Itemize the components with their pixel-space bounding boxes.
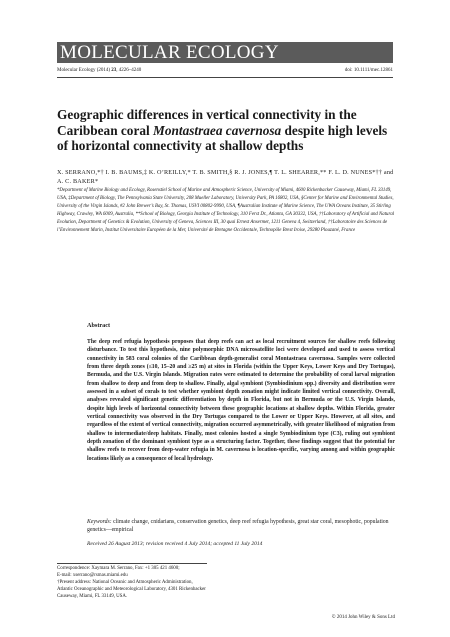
correspondence-line: Correspondence: Xaymara M. Serrano, Fax: +1 305 421 4600; [57,566,180,571]
article-title [57,107,397,154]
header-rule [57,77,393,78]
journal-name-banner: MOLECULAR ECOLOGY [57,42,393,63]
email-line: E-mail: xserrano@rsmas.miami.edu [57,572,128,578]
copyright-notice: © 2014 John Wiley & Sons Ltd [331,615,395,620]
present-address-line: †Present address: National Oceanic and Atmospheric Administration, Atlantic Oceanographic and Meteorological Laboratory, 4301 Rickenbacker Causeway, Miami, FL 33149, USA. [57,579,206,599]
received-dates: Received 26 August 2013; revision received 4 July 2014; accepted 11 July 2014 [87,541,263,547]
citation-prefix: Molecular Ecology (2014) [57,68,112,73]
abstract-body: The deep reef refugia hypothesis proposes that deep reefs can act as local recruitment sources for shallow reefs following disturbance. To test this hypothesis, nine polymorphic DNA microsatellite loci were developed and used to assess vertical connectivity in 583 coral colonies of the Caribbean depth-generalist coral Montastraea cavernosa. Samples were collected from three depth zones (≤10, 15–20 and ≥25 m) at sites in Florida (within the Upper Keys, Lower Keys and Dry Tortugas), Bermuda, and the U.S. Virgin Islands. Migration rates were estimated to determine the probability of coral larval migration from shallow to deep and from deep to shallow. Finally, algal symbiont (Symbiodinium spp.) diversity and distribution were assessed in a subset of corals to test whether symbiont depth zonation might indicate limited vertical connectivity. Overall, analyses revealed significant genetic differentiation by depth in Florida, but not in Bermuda or the U.S. Virgin Islands, despite high levels of horizontal connectivity between these geographic locations at shallow depths. Within Florida, greater vertical connectivity was observed in the Dry Tortugas compared to the Lower or Upper Keys. However, at all sites, and regardless of the extent of vertical connectivity, migration occurred asymmetrically, with greater likelihood of migration from shallow to intermediate/deep habitats. Finally, most colonies hosted a single Symbiodinium type (C3), ruling out symbiont depth zonation of the dominant symbiont type as a structuring factor. Together, these findings suggest that the potential for shallow reefs to recover from deep-water refugia in M. cavernosa is location-specific, varying among and within geographic locations likely as a consequence of local hydrology. [87,339,395,462]
title-part-1: Geographic differences in vertical connectivity in the Caribbean coral [57,107,357,138]
affiliations: *Department of Marine Biology and Ecology, Rosenstiel School of Marine and Atmospheric Science, University of Miami, 4600 Rickenbacker Causeway, Miami, FL 33149, USA, ‡Department of Biology, The Pennsylvania State University, 208 Mueller Laboratory, University Park, PA 16802, USA, §Center for Marine and Environmental Studies, University of the Virgin Islands, #2 John Brewer’s Bay, St. Thomas, USVI 00802-9990, USA, ¶Australian Institute of Marine Science, The UWA Oceans Institute, 35 Stirling Highway, Crawley, WA 6009, Australia, **School of Biology, Georgia Institute of Technology, 310 Ferst Dr., Atlanta, GA 30332, USA, ††Laboratory of Artificial and Natural Evolution, Department of Genetics & Evolution, University of Geneva, Sciences III, 30 quai Ernest Ansermet, 1211 Geneva 4, Switzerland, ††Laboratoire des Sciences de l’Environnement Marin, Institut Universitaire Européen de la Mer, Université de Bretagne Occidentale, Technopôle Brest Iroise, 29280 Plouzané, France [57,188,395,233]
citation-pages: , 4226–4240 [116,68,142,73]
title-part-2: despite high levels of horizontal connectivity at shallow depths [57,122,388,153]
journal-citation [57,68,141,73]
doi: doi: 10.1111/mec.12861 [344,68,393,73]
keywords-label: Keywords: [87,519,112,525]
abstract-heading: Abstract [87,322,111,329]
citation-volume: 23 [111,68,117,73]
keywords [87,518,395,535]
correspondence-footnote [57,566,207,601]
footnote-rule [57,563,207,564]
keywords-list: climate change, cnidarians, conservation genetics, deep reef refugia hypothesis, great star coral, mesophotic, population genetics—empirical [87,519,389,534]
author-list: X. SERRANO,*† I. B. BAUMS,‡ K. O’REILLY,* T. B. SMITH,§ R. J. JONES,¶ T. L. SHEARER,** F. L. D. NUNES*†† and A. C. BAKER* [57,169,394,185]
title-species: Montastraea cavernosa [153,122,282,138]
citation-row [57,68,393,73]
